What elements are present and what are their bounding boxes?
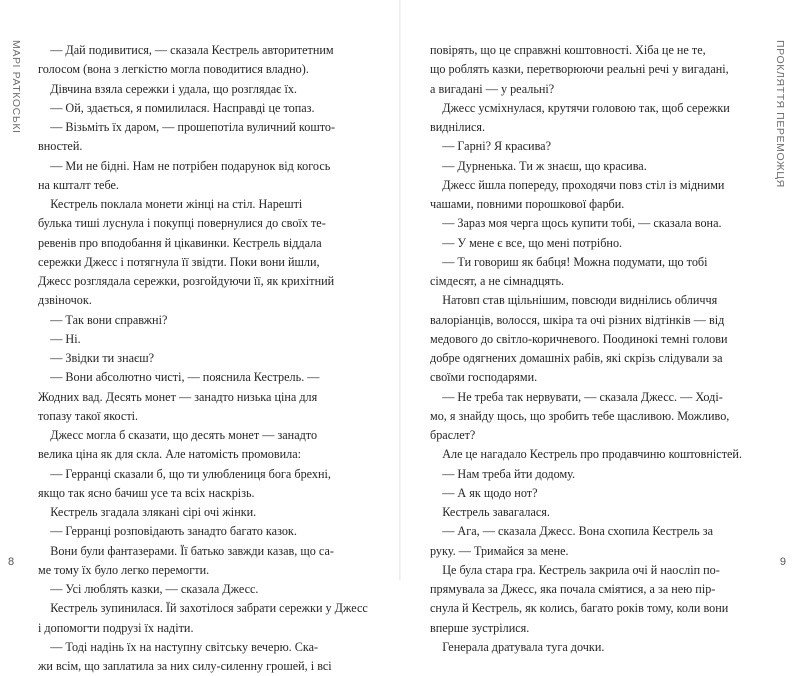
text-line: чашами, повними порошкової фарби.: [430, 197, 625, 211]
text-line: Джесс розглядала сережки, розгойдуючи її, як крихітний: [38, 274, 335, 288]
text-line: сімдесят, а не сімнадцять.: [430, 274, 565, 288]
text-line: голосом (вона з легкістю могла поводитися владно).: [38, 62, 309, 77]
text-line: — Так вони справжні?: [38, 312, 168, 327]
text-line: браслет?: [430, 428, 476, 442]
text-line: дзвіночок.: [38, 293, 92, 308]
text-line: Кестрель згадала злякані сірі очі жінки.: [38, 505, 257, 519]
text-line: — Гарні? Я красива?: [430, 139, 551, 154]
right-page-text: [430, 41, 764, 657]
text-line: топазу такої якості.: [38, 408, 139, 423]
text-line: — У мене є все, що мені потрібно.: [430, 235, 623, 250]
text-line: — Герранці сказали б, що ти улюблениця бога брехні,: [38, 466, 331, 481]
text-line: — Візьміть їх даром, — прошепотіла вуличний кошто-: [38, 120, 336, 134]
text-line: жи всім, що заплатила за них силу-силенну грошей, і всі: [38, 659, 332, 673]
text-line: прямувала за Джесс, яка почала сміятися, а за нею пір-: [430, 582, 716, 596]
right-running-head: [774, 40, 788, 188]
text-line: вперше зустрілися.: [430, 620, 530, 635]
text-line: — Дурненька. Ти ж знаєш, що красива.: [430, 158, 647, 173]
left-running-head: [10, 40, 24, 134]
left-page-text: [38, 41, 372, 676]
text-line: Кестрель завагалася.: [430, 505, 550, 519]
text-line: Це була стара гра. Кестрель закрила очі й наосліп по-: [430, 562, 720, 577]
text-line: — Усі люблять казки, — сказала Джесс.: [38, 582, 259, 596]
text-line: — А як щодо нот?: [430, 485, 538, 500]
text-line: снула й Кестрель, як колись, багато років тому, коли вони: [430, 601, 729, 616]
text-line: — Ой, здається, я помилилася. Насправді це топаз.: [38, 100, 315, 115]
text-line: Дівчина взяла сережки і удала, що розглядає їх.: [38, 81, 297, 96]
text-line: — Ні.: [38, 331, 81, 346]
text-line: на кшталт тебе.: [38, 177, 119, 192]
text-line: — Нам треба йти додому.: [430, 466, 576, 481]
text-line: ревенів про вподобання й цікавинки. Кестрель віддала: [38, 235, 322, 250]
text-line: — Ми не бідні. Нам не потрібен подарунок від когось: [38, 158, 331, 173]
text-line: велика ціна як для скла. Але натомість промовила:: [38, 447, 302, 462]
text-line: валоріанців, волосся, шкіра та очі різних відтінків — від: [430, 312, 725, 327]
left-running-head-text: МАРІ РАТКОСЬКІ: [10, 40, 22, 134]
text-line: — Дай подивитися, — сказала Кестрель авторитетним: [38, 43, 334, 57]
text-line: Джесс усміхнулася, крутячи головою так, щоб сережки: [430, 100, 730, 115]
left-page-number: 8: [8, 556, 15, 568]
text-line: — Звідки ти знаєш?: [38, 351, 155, 365]
text-line: Кестрель поклала монети жінці на стіл. Нарешті: [38, 197, 303, 211]
text-line: вностей.: [38, 139, 83, 154]
text-line: — Ти говориш як бабця! Можна подумати, що тобі: [430, 254, 708, 269]
text-line: медового до світло-коричневого. Поодинокі темні голови: [430, 331, 728, 346]
text-line: Вони були фантазерами. Її батько завжди казав, що са-: [38, 543, 334, 558]
text-line: повірять, що це справжні коштовності. Хіба це не те,: [430, 43, 706, 57]
text-line: — Вони абсолютно чисті, — пояснила Кестрель. —: [38, 370, 320, 385]
text-line: — Тоді надінь їх на наступну світську вечерю. Ска-: [38, 639, 319, 654]
text-line: Кестрель зупинилася. Їй захотілося забрати сережки у Джесс: [38, 601, 368, 616]
text-line: — Ага, — сказала Джесс. Вона схопила Кестрель за: [430, 524, 714, 539]
text-line: своїми господарями.: [430, 370, 538, 385]
text-line: виднілися.: [430, 120, 486, 134]
book-gutter: [399, 0, 401, 580]
right-running-head-text: ПРОКЛЯТТЯ ПЕРЕМОЖЦЯ: [774, 40, 786, 188]
text-line: руку. — Тримайся за мене.: [430, 543, 569, 558]
text-line: Жодних вад. Десять монет — занадто низька ціна для: [38, 389, 318, 404]
text-line: Але це нагадало Кестрель про продавчиню коштовністей.: [430, 447, 742, 462]
text-line: що роблять казки, перетворюючи реальні речі у вигадані,: [430, 62, 729, 77]
text-line: а вигадані — у реальні?: [430, 81, 555, 96]
text-line: добре одягнених домашніх рабів, які скрізь слідували за: [430, 351, 723, 365]
text-line: Джесс йшла попереду, проходячи повз стіл із мідними: [430, 177, 725, 192]
text-line: булька тиші луснула і покупці повернулися до своїх те-: [38, 216, 326, 231]
text-line: мо, я знайду щось, що зробить тебе щасливою. Можливо,: [430, 408, 730, 423]
text-line: і допомогти подрузі їх надіти.: [38, 620, 194, 635]
text-line: Генерала дратувала туга дочки.: [430, 639, 605, 654]
text-line: — Не треба так нервувати, — сказала Джесс. — Ході-: [430, 389, 723, 404]
text-line: Джесс могла б сказати, що десять монет — занадто: [38, 428, 318, 442]
text-line: сережки Джесс і потягнула її звідти. Поки вони йшли,: [38, 254, 320, 269]
right-page-number: 9: [779, 556, 786, 568]
text-line: ме тому їх було легко перемогти.: [38, 562, 210, 577]
text-line: якщо так ясно бачиш усе та всіх наскрізь.: [38, 485, 255, 500]
text-line: — Зараз моя черга щось купити тобі, — сказала вона.: [430, 216, 722, 231]
text-line: Натовп став щільнішим, повсюди виднілись обличчя: [430, 293, 718, 308]
text-line: — Герранці розповідають занадто багато казок.: [38, 524, 297, 539]
